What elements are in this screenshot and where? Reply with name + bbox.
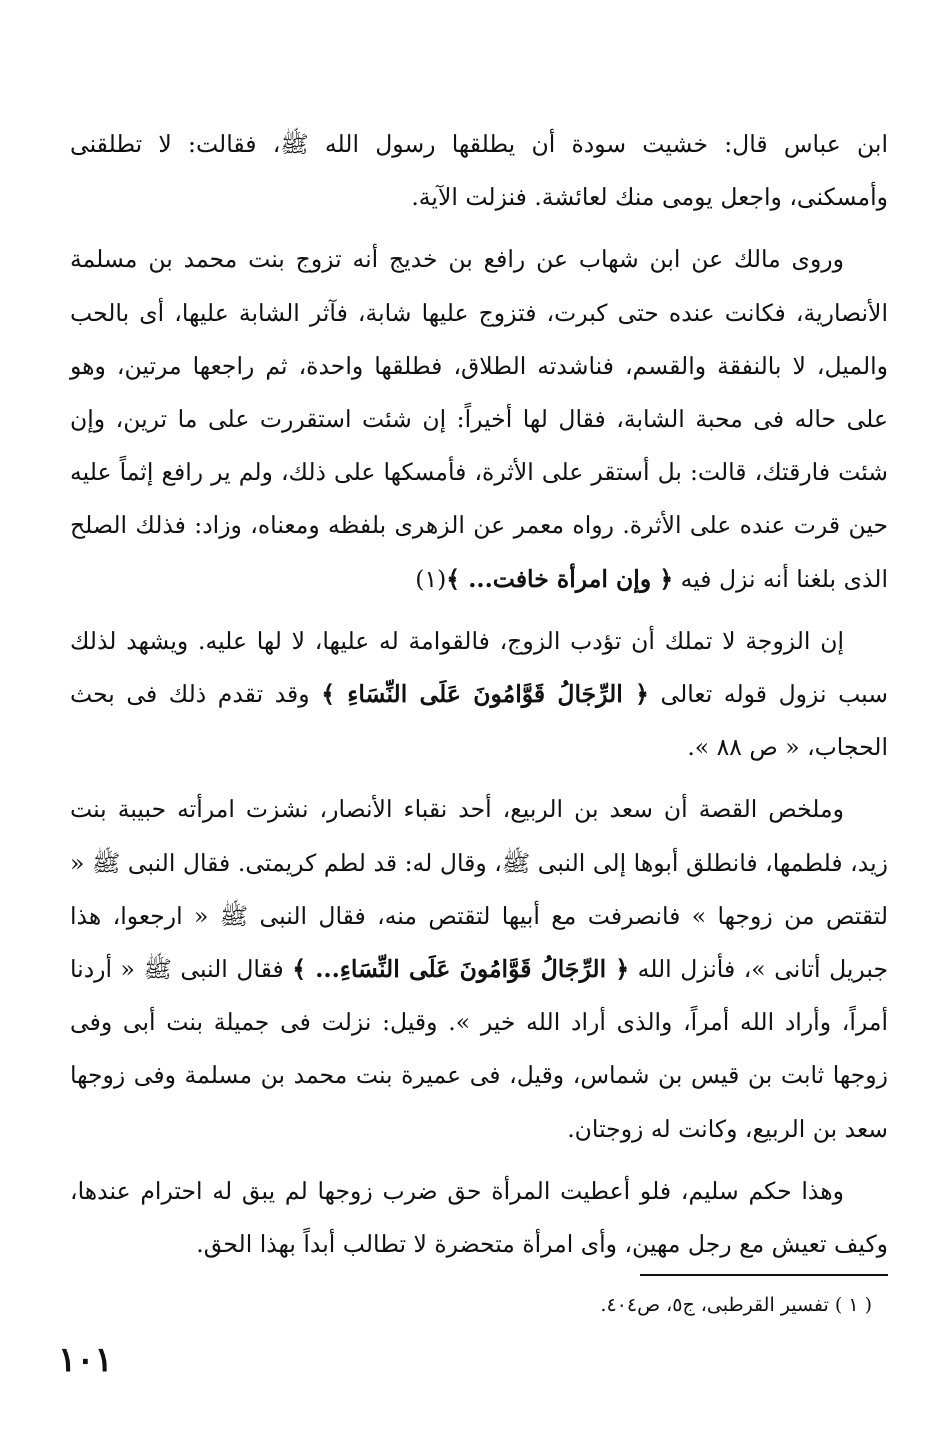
quran-verse: ﴿ وإن امرأة خافت... ﴾ xyxy=(446,564,674,593)
paragraph-3-text-after: وقد تقدم ذلك فى بحث الحجاب، « ص ٨٨ ». xyxy=(70,680,888,762)
paragraph-3 xyxy=(70,615,888,775)
quran-verse: ﴿ الرِّجَالُ قَوَّامُونَ عَلَى النِّسَاءِ... ﴾ xyxy=(292,955,630,984)
footnote-separator xyxy=(640,1274,888,1276)
footnote-marker: (١) xyxy=(415,564,447,593)
paragraph-4 xyxy=(70,783,888,1155)
paragraph-4-text: وملخص القصة أن سعد بن الربيع، أحد نقباء الأنصار، نشزت امرأته حبيبة بنت زيد، فلطمها، فانطلق أبوها إلى النبى ﷺ، وقال له: قد لطم كريمتى. فقال النبى ﷺ « لتقتص من زوجها » فانصرفت مع أبيها لتقتص منه، فقال النبى ﷺ « ارجعوا، هذا جبريل أتانى »، فأنزل الله xyxy=(70,795,888,984)
paragraph-5-text: وهذا حكم سليم، فلو أعطيت المرأة حق ضرب زوجها لم يبق له احترام عندها، وكيف تعيش مع رجل مهين، وأى امرأة متحضرة لا تطالب أبداً بهذا الحق. xyxy=(70,1176,888,1259)
paragraph-2-text: وروى مالك عن ابن شهاب عن رافع بن خديج أنه تزوج بنت محمد بن مسلمة الأنصارية، فكانت عنده حتى كبرت، فتزوج عليها شابة، فآثر الشابة عليها، أى بالحب والميل، لا بالنفقة والقسم، فناشدته الطلاق، فطلقها واحدة، ثم راجعها مرتين، وهو على حاله فى محبة الشابة، فقال لها أخيراً: إن شئت استقررت على ما ترين، وإن شئت فارقتك، قالت: بل أستقر على الأثرة، فأمسكها على ذلك، ولم ير رافع إثماً عليه حين قرت عنده على الأثرة. رواه معمر عن الزهرى بلفظه ومعناه، وزاد: فذلك الصلح الذى بلغنا أنه نزل فيه xyxy=(70,245,888,593)
main-text xyxy=(70,118,888,1271)
paragraph-1-text: ابن عباس قال: خشيت سودة أن يطلقها رسول الله ﷺ، فقالت: لا تطلقنى وأمسكنى، واجعل يومى منك لعائشة. فنزلت الآية. xyxy=(70,130,888,212)
footnote-text: ( ١ ) تفسير القرطبى، ج٥، ص٤٠٤. xyxy=(600,1294,872,1316)
page-number: ١٠١ xyxy=(58,1340,113,1380)
paragraph-3-text: إن الزوجة لا تملك أن تؤدب الزوج، فالقوامة له عليها، لا لها عليه. ويشهد لذلك سبب نزول قوله تعالى xyxy=(70,626,888,709)
paragraph-4-text-after: فقال النبى ﷺ « أردنا أمراً، وأراد الله أمراً، والذى أراد الله خير ». وقيل: نزلت فى جميلة بنت أبى وفى زوجها ثابت بن قيس بن شماس، وقيل، فى عميرة بنت محمد بن مسلمة وفى زوجها سعد بن الربيع، وكانت له زوجتان. xyxy=(70,955,888,1143)
paragraph-2 xyxy=(70,233,888,605)
footnote xyxy=(300,1288,872,1322)
paragraph-5 xyxy=(70,1165,888,1271)
paragraph-1 xyxy=(70,118,888,224)
quran-verse: ﴿ الرِّجَالُ قَوَّامُونَ عَلَى النِّسَاءِ ﴾ xyxy=(321,680,649,709)
